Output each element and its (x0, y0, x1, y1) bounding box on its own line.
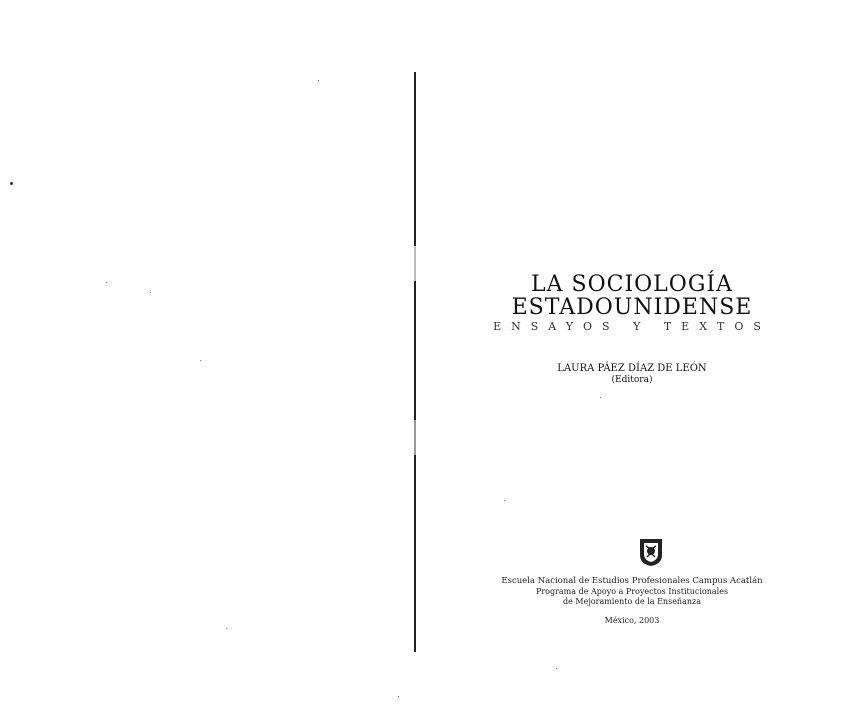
scan-speck (150, 292, 151, 293)
scan-speck (106, 282, 107, 283)
scan-speck (200, 360, 201, 361)
publisher-line-1: Escuela Nacional de Estudios Profesionales Campus Acatlán (501, 576, 763, 586)
book-title-line-2: ESTADOUNIDENSE (511, 295, 753, 320)
publisher-line-3: de Mejoramiento de la Enseñanza (563, 597, 701, 606)
left-page (0, 0, 414, 708)
publication-place-date: México, 2003 (604, 616, 660, 625)
scan-speck (318, 80, 319, 81)
scan-speck (398, 696, 399, 697)
scan-speck (504, 500, 505, 501)
book-title-line-1: LA SOCIOLOGÍA (531, 272, 733, 297)
scan-mark (10, 182, 13, 185)
scan-speck (556, 668, 557, 669)
scan-speck (600, 397, 601, 398)
university-seal-icon (637, 537, 665, 567)
author-name: LAURA PÁEZ DÍAZ DE LEÓN (557, 363, 707, 374)
scan-speck (226, 628, 227, 629)
publisher-line-2: Programa de Apoyo a Proyectos Institucionales (535, 587, 729, 596)
right-page (416, 0, 848, 708)
book-subtitle: ENSAYOS Y TEXTOS (493, 320, 771, 333)
author-role: (Editora) (611, 375, 653, 385)
